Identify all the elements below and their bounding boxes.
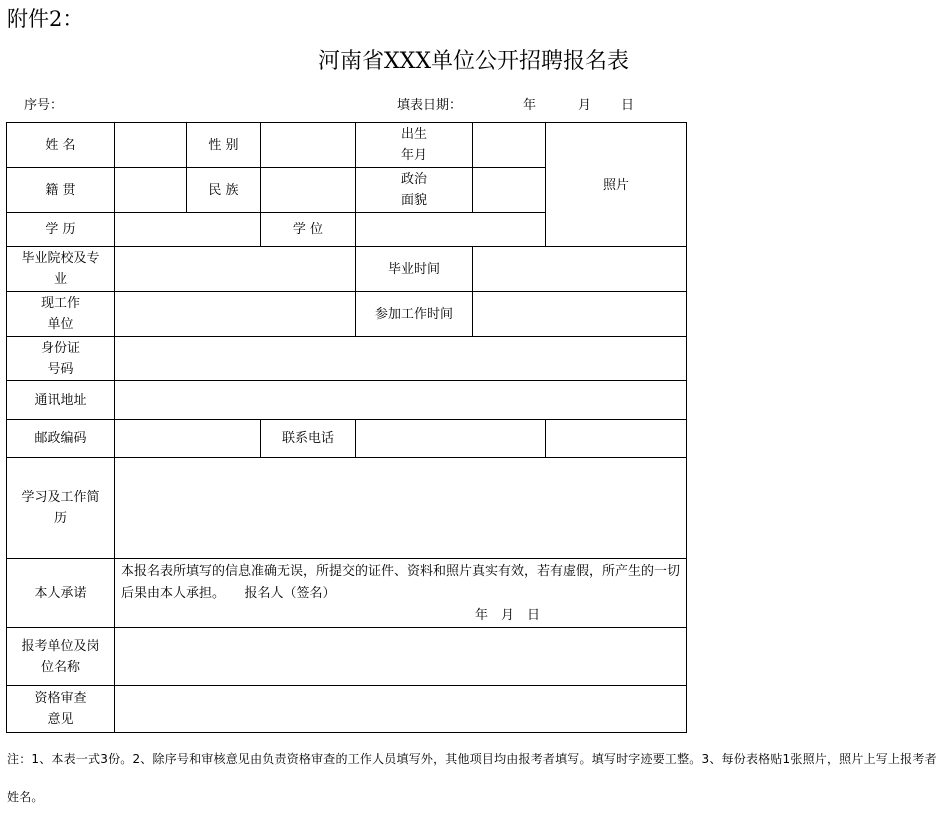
applied-position-field[interactable] [115,628,687,686]
gender-label: 性 别 [187,123,261,168]
political-label-line2: 面貌 [400,193,427,208]
attachment-label: 附件2： [7,7,84,31]
birth-label-line1: 出生 [400,127,427,142]
birth-label-line2: 年月 [400,148,427,163]
work-unit-label-line2: 单位 [47,317,74,332]
work-unit-label [7,292,115,337]
position-label-line2: 位名称 [40,659,80,675]
address-field[interactable] [115,381,687,420]
work-unit-label-line1: 现工作 [40,296,80,311]
ethnicity-field[interactable] [261,168,356,213]
birth-date-label [356,123,473,168]
graduation-time-field[interactable] [473,247,687,292]
month-label: 月 [578,98,592,113]
school-major-field[interactable] [115,247,356,292]
footnote: 注：1、本表一式3份。2、除序号和审核意见由负责资格审查的工作人员填写外，其他项目均由报考者填写。填写时字迹要工整。3、每份表格贴1张照片，照片上写上报考者姓名。 [7,752,937,804]
photo-box[interactable] [546,123,687,247]
page-title: 河南省XXX单位公开招聘报名表 [318,49,629,74]
resume-field[interactable] [115,458,687,559]
registration-form-table [6,122,687,733]
work-start-time-label: 参加工作时间 [356,292,473,337]
resume-label [7,458,115,559]
graduation-time-label: 毕业时间 [356,247,473,292]
pledge-date: 年 月 日 [474,608,540,623]
political-status-label [356,168,473,213]
photo-label: 照片 [602,178,629,193]
work-unit-field[interactable] [115,292,356,337]
id-label-line1: 身份证 [40,340,80,356]
school-label-line2: 业 [53,272,67,287]
native-place-label: 籍 贯 [7,168,115,213]
education-label: 学 历 [7,213,115,247]
address-label: 通讯地址 [7,381,115,420]
political-status-field[interactable] [473,168,546,213]
postcode-label: 邮政编码 [7,420,115,458]
native-place-field[interactable] [115,168,187,213]
position-label-line1: 报考单位及岗 [21,638,100,654]
education-field[interactable] [115,213,261,247]
gender-field[interactable] [261,123,356,168]
postcode-field[interactable] [115,420,261,458]
name-field[interactable] [115,123,187,168]
political-label-line1: 政治 [400,172,427,187]
review-label-line1: 资格审查 [34,691,87,706]
pledge-text: 本报名表所填写的信息准确无误，所提交的证件、资料和照片真实有效，若有虚假，所产生的一切后果由本人承担。 报名人（签名） [121,564,681,601]
phone-label: 联系电话 [261,420,356,458]
ethnicity-label: 民 族 [187,168,261,213]
degree-label: 学 位 [261,213,356,247]
work-start-time-field[interactable] [473,292,687,337]
day-label: 日 [621,98,635,113]
phone-field[interactable] [356,420,546,458]
name-label: 姓 名 [7,123,115,168]
pledge-label: 本人承诺 [7,559,115,628]
applied-position-label [7,628,115,686]
qualification-review-field[interactable] [115,686,687,733]
resume-label-line1: 学习及工作简 [21,490,100,505]
resume-label-line2: 历 [53,511,67,526]
degree-field[interactable] [356,213,546,247]
review-label-line2: 意见 [47,712,74,727]
id-label-line2: 号码 [47,361,74,377]
pledge-cell [115,559,687,628]
birth-date-field[interactable] [473,123,546,168]
year-label: 年 [523,98,537,113]
fill-date-label: 填表日期： [397,98,463,113]
id-number-label [7,337,115,381]
school-major-label [7,247,115,292]
phone-extra-field[interactable] [546,420,687,458]
id-number-field[interactable] [115,337,687,381]
school-label-line1: 毕业院校及专 [21,251,100,266]
sequence-number-label: 序号： [24,98,64,113]
qualification-review-label [7,686,115,733]
